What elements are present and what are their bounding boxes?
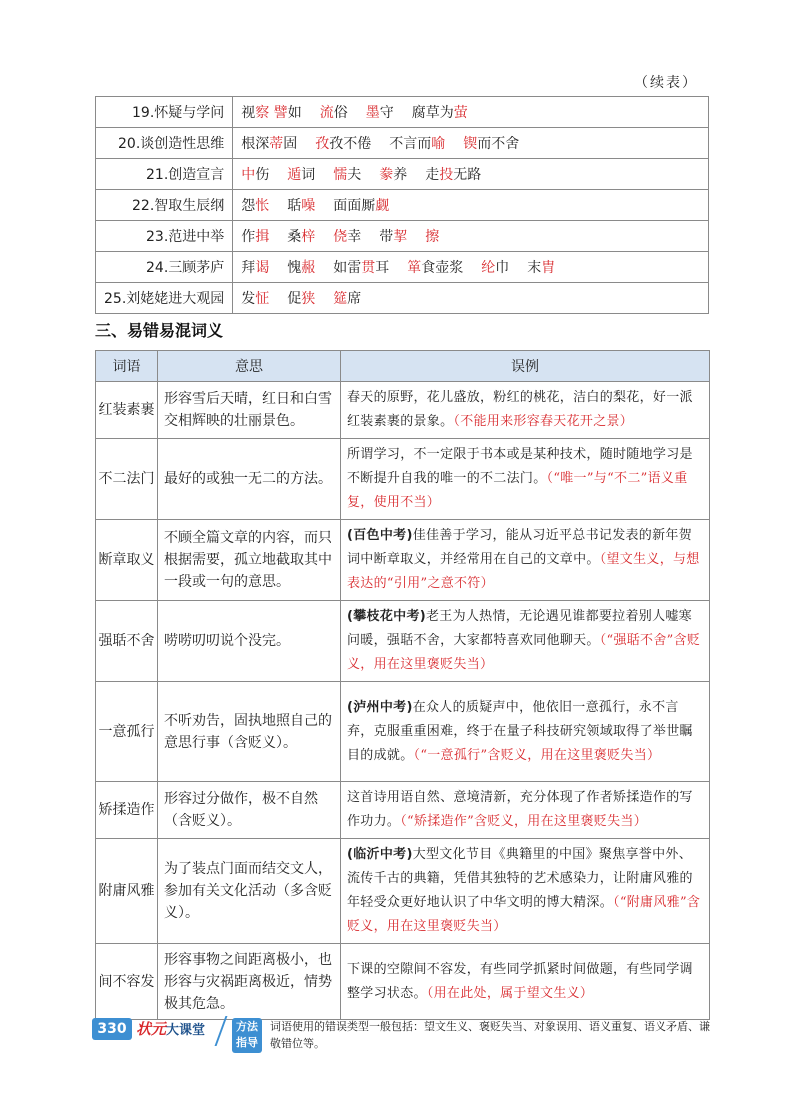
idiom-example [341, 782, 710, 839]
idiom-term: 断章取义 [96, 520, 158, 601]
word-char: 固 [283, 136, 298, 152]
word-char: 桑 [287, 229, 302, 245]
word-row [96, 252, 709, 283]
word-char: 带 [379, 229, 394, 245]
word-char: 走 [425, 167, 440, 183]
word-char: 无路 [453, 167, 482, 183]
word-item [241, 198, 269, 214]
highlight-char: 怔 [255, 291, 270, 307]
idiom-term: 附庸风雅 [96, 839, 158, 944]
error-note: （“强聒不舍”含贬义，用在这里褒贬失当） [347, 633, 701, 672]
word-item [287, 291, 315, 307]
highlight-char: 挈 [393, 229, 408, 245]
word-char: 根深 [241, 136, 270, 152]
word-char: 聒 [287, 198, 302, 214]
word-char: 促 [287, 291, 302, 307]
word-char: 末 [527, 260, 542, 276]
word-item [241, 167, 269, 183]
lesson-title: 24.三顾茅庐 [96, 252, 233, 283]
word-item [412, 105, 468, 121]
highlight-char: 噪 [301, 198, 316, 214]
word-item [287, 229, 315, 245]
lesson-words [233, 283, 709, 314]
word-item [366, 105, 394, 121]
lesson-title: 19.怀疑与学问 [96, 97, 233, 128]
idiom-example [341, 682, 710, 782]
word-item [241, 291, 269, 307]
idiom-meaning: 不听劝告，固执地照自己的意思行事（含贬义）。 [158, 682, 341, 782]
word-item [379, 167, 407, 183]
header-term: 词语 [96, 351, 158, 382]
highlight-char: 擦 [425, 229, 440, 245]
highlight-char: 觑 [375, 198, 390, 214]
highlight-char: 萤 [453, 105, 468, 121]
example-text: 大型文化节目《典籍里的中国》聚焦享誉中外、流传千古的典籍，凭借其独特的艺术感染力，让附庸风雅的年轻受众更好地认识了中华文明的博大精深。 [347, 847, 693, 910]
highlight-char: 谒 [255, 260, 270, 276]
word-char: 孜不倦 [329, 136, 372, 152]
word-item [287, 198, 315, 214]
lesson-title: 20.谈创造性思维 [96, 128, 233, 159]
highlight-char: 察 [255, 105, 270, 121]
divider [215, 1016, 228, 1046]
exam-source: (百色中考) [347, 528, 413, 543]
tip-text: 词语使用的错误类型一般包括：望文生义、褒贬失当、对象误用、语义重复、语义矛盾、谦敬错位等。 [270, 1020, 710, 1050]
idiom-meaning: 形容过分做作，极不自然（含贬义）。 [158, 782, 341, 839]
word-char: 词 [301, 167, 316, 183]
highlight-char: 懦 [333, 167, 348, 183]
idiom-term: 红装素裹 [96, 382, 158, 439]
highlight-char: 筵 [333, 291, 348, 307]
idiom-meaning: 为了装点门面而结交文人，参加有关文化活动（多含贬义）。 [158, 839, 341, 944]
word-item [287, 167, 315, 183]
word-char: 发 [241, 291, 256, 307]
highlight-char: 蒂 [269, 136, 284, 152]
idiom-example [341, 382, 710, 439]
word-item [425, 229, 439, 245]
word-char: 守 [379, 105, 394, 121]
lesson-title: 23.范进中举 [96, 221, 233, 252]
word-char: 食壶浆 [421, 260, 464, 276]
word-char: 怨 [241, 198, 256, 214]
highlight-char: 梓 [301, 229, 316, 245]
exam-source: (攀枝花中考) [347, 609, 426, 624]
exam-source: (临沂中考) [347, 847, 413, 862]
word-item [333, 167, 361, 183]
word-char: 腐草为 [411, 105, 454, 121]
word-item [527, 260, 555, 276]
lesson-title: 22.智取生辰纲 [96, 190, 233, 221]
lesson-words [233, 128, 709, 159]
error-note: （望文生义，与想表达的“引用”之意不符） [347, 552, 700, 591]
word-row [96, 97, 709, 128]
word-item [389, 136, 445, 152]
lesson-words [233, 97, 709, 128]
exam-source: (泸州中考) [347, 699, 413, 715]
word-item [333, 260, 389, 276]
header-meaning: 意思 [158, 351, 341, 382]
idiom-example [341, 439, 710, 520]
highlight-char: 胄 [541, 260, 556, 276]
word-char: 视 [241, 105, 256, 121]
highlight-char: 纶 [481, 260, 496, 276]
word-char: 伤 [255, 167, 270, 183]
brand-logo [136, 1018, 205, 1039]
idiom-example [341, 944, 710, 1020]
brand-name: 状元 [136, 1020, 167, 1038]
word-item [241, 260, 269, 276]
highlight-char: 譬 [273, 105, 288, 121]
word-item [241, 105, 301, 121]
example-text: 春天的原野，花儿盛放，粉红的桃花，洁白的梨花，好一派红装素裹的景象。 [347, 390, 693, 429]
word-char: 拜 [241, 260, 256, 276]
word-item [315, 136, 371, 152]
idiom-term: 间不容发 [96, 944, 158, 1020]
idiom-row [96, 520, 710, 601]
word-char: 面面厮 [333, 198, 376, 214]
word-item [379, 229, 407, 245]
idiom-row [96, 839, 710, 944]
example-text: 在众人的质疑声中，他依旧一意孤行，永不言弃，克服重重困难，终于在量子科技研究领域取得了举世瞩目的成就。 [347, 699, 693, 763]
highlight-char: 侥 [333, 229, 348, 245]
lesson-words [233, 159, 709, 190]
word-row [96, 283, 709, 314]
example-text: 下课的空隙间不容发，有些同学抓紧时间做题，有些同学调整学习状态。 [347, 961, 693, 1001]
highlight-char: 狭 [301, 291, 316, 307]
highlight-char: 遁 [287, 167, 302, 183]
word-char: 俗 [333, 105, 348, 121]
word-item [241, 229, 269, 245]
word-item [287, 260, 315, 276]
idiom-table [95, 350, 710, 1020]
idiom-row [96, 601, 710, 682]
example-text: 老王为人热情，无论遇见谁都要拉着别人嘘寒问暖，强聒不舍，大家都特喜欢同他聊天。 [347, 609, 692, 648]
word-item [333, 229, 361, 245]
idiom-meaning: 形容雪后天晴，红日和白雪交相辉映的壮丽景色。 [158, 382, 341, 439]
error-note: （“矫揉造作”含贬义，用在这里褒贬失当） [400, 814, 647, 829]
idiom-example [341, 839, 710, 944]
lesson-words [233, 190, 709, 221]
highlight-char: 箪 [407, 260, 422, 276]
highlight-char: 中 [241, 167, 256, 183]
highlight-char: 墨 [365, 105, 380, 121]
highlight-char: 贯 [361, 260, 376, 276]
idiom-example [341, 520, 710, 601]
word-char: 愧 [287, 260, 302, 276]
word-char: 如 [287, 105, 302, 121]
idiom-example [341, 601, 710, 682]
word-row [96, 128, 709, 159]
word-row [96, 221, 709, 252]
word-char: 如雷 [333, 260, 362, 276]
page-footer [92, 1016, 712, 1056]
word-char: 席 [347, 291, 362, 307]
lesson-title: 25.刘姥姥进大观园 [96, 283, 233, 314]
example-text: 佳佳善于学习，能从习近平总书记发表的新年贺词中断章取义，并经常用在自己的文章中。 [347, 528, 692, 567]
idiom-row [96, 439, 710, 520]
section-title: 三、易错易混词义 [95, 321, 224, 340]
idiom-row [96, 382, 710, 439]
error-note: （“附庸风雅”含贬义，用在这里褒贬失当） [347, 895, 701, 934]
error-note: （用在此处，属于望文生义） [426, 985, 594, 1001]
idiom-row [96, 682, 710, 782]
word-item [333, 198, 389, 214]
word-item [241, 136, 297, 152]
highlight-char: 豢 [379, 167, 394, 183]
highlight-char: 赧 [301, 260, 316, 276]
word-char: 幸 [347, 229, 362, 245]
word-char: 养 [393, 167, 408, 183]
example-text: 所谓学习，不一定限于书本或是某种技术，随时随地学习是不断提升自我的唯一的不二法门。 [347, 447, 693, 486]
highlight-char: 怅 [255, 198, 270, 214]
idiom-term: 一意孤行 [96, 682, 158, 782]
word-item [407, 260, 463, 276]
idiom-meaning: 不顾全篇文章的内容，而只根据需要，孤立地截取其中一段或一句的意思。 [158, 520, 341, 601]
word-item [481, 260, 509, 276]
word-item [320, 105, 348, 121]
idiom-meaning: 最好的或独一无二的方法。 [158, 439, 341, 520]
page-number: 330 [92, 1018, 132, 1040]
word-item [333, 291, 361, 307]
header-example: 误例 [341, 351, 710, 382]
idiom-meaning: 形容事物之间距离极小，也形容与灾祸距离极近，情势极其危急。 [158, 944, 341, 1020]
idiom-meaning: 唠唠叨叨说个没完。 [158, 601, 341, 682]
word-item [463, 136, 519, 152]
word-table [95, 96, 709, 314]
idiom-row [96, 944, 710, 1020]
lesson-title: 21.创造宣言 [96, 159, 233, 190]
error-note: （“唯一”与“不二”语义重复，使用不当） [347, 471, 688, 510]
idiom-row [96, 782, 710, 839]
idiom-term: 矫揉造作 [96, 782, 158, 839]
idiom-term: 不二法门 [96, 439, 158, 520]
error-note: （“一意孤行”含贬义，用在这里褒贬失当） [413, 747, 661, 763]
example-text: 这首诗用语自然、意境清新，充分体现了作者矫揉造作的写作功力。 [347, 790, 693, 829]
continued-label: （续表） [634, 75, 698, 91]
lesson-words [233, 221, 709, 252]
brand-sub: 大课堂 [166, 1023, 206, 1038]
word-row [96, 190, 709, 221]
tip-label: 方法指导 [232, 1018, 262, 1053]
error-note: （不能用来形容春天花开之景） [453, 414, 634, 429]
word-char: 不言而 [389, 136, 432, 152]
idiom-term: 强聒不舍 [96, 601, 158, 682]
word-char: 作 [241, 229, 256, 245]
highlight-char: 揖 [255, 229, 270, 245]
word-row [96, 159, 709, 190]
highlight-char: 喻 [431, 136, 446, 152]
word-char: 耳 [375, 260, 390, 276]
highlight-char: 投 [439, 167, 454, 183]
word-char: 巾 [495, 260, 510, 276]
highlight-char: 流 [319, 105, 334, 121]
word-char: 夫 [347, 167, 362, 183]
highlight-char: 锲 [463, 136, 478, 152]
highlight-char: 孜 [315, 136, 330, 152]
word-item [425, 167, 481, 183]
word-char: 而不舍 [477, 136, 520, 152]
lesson-words [233, 252, 709, 283]
